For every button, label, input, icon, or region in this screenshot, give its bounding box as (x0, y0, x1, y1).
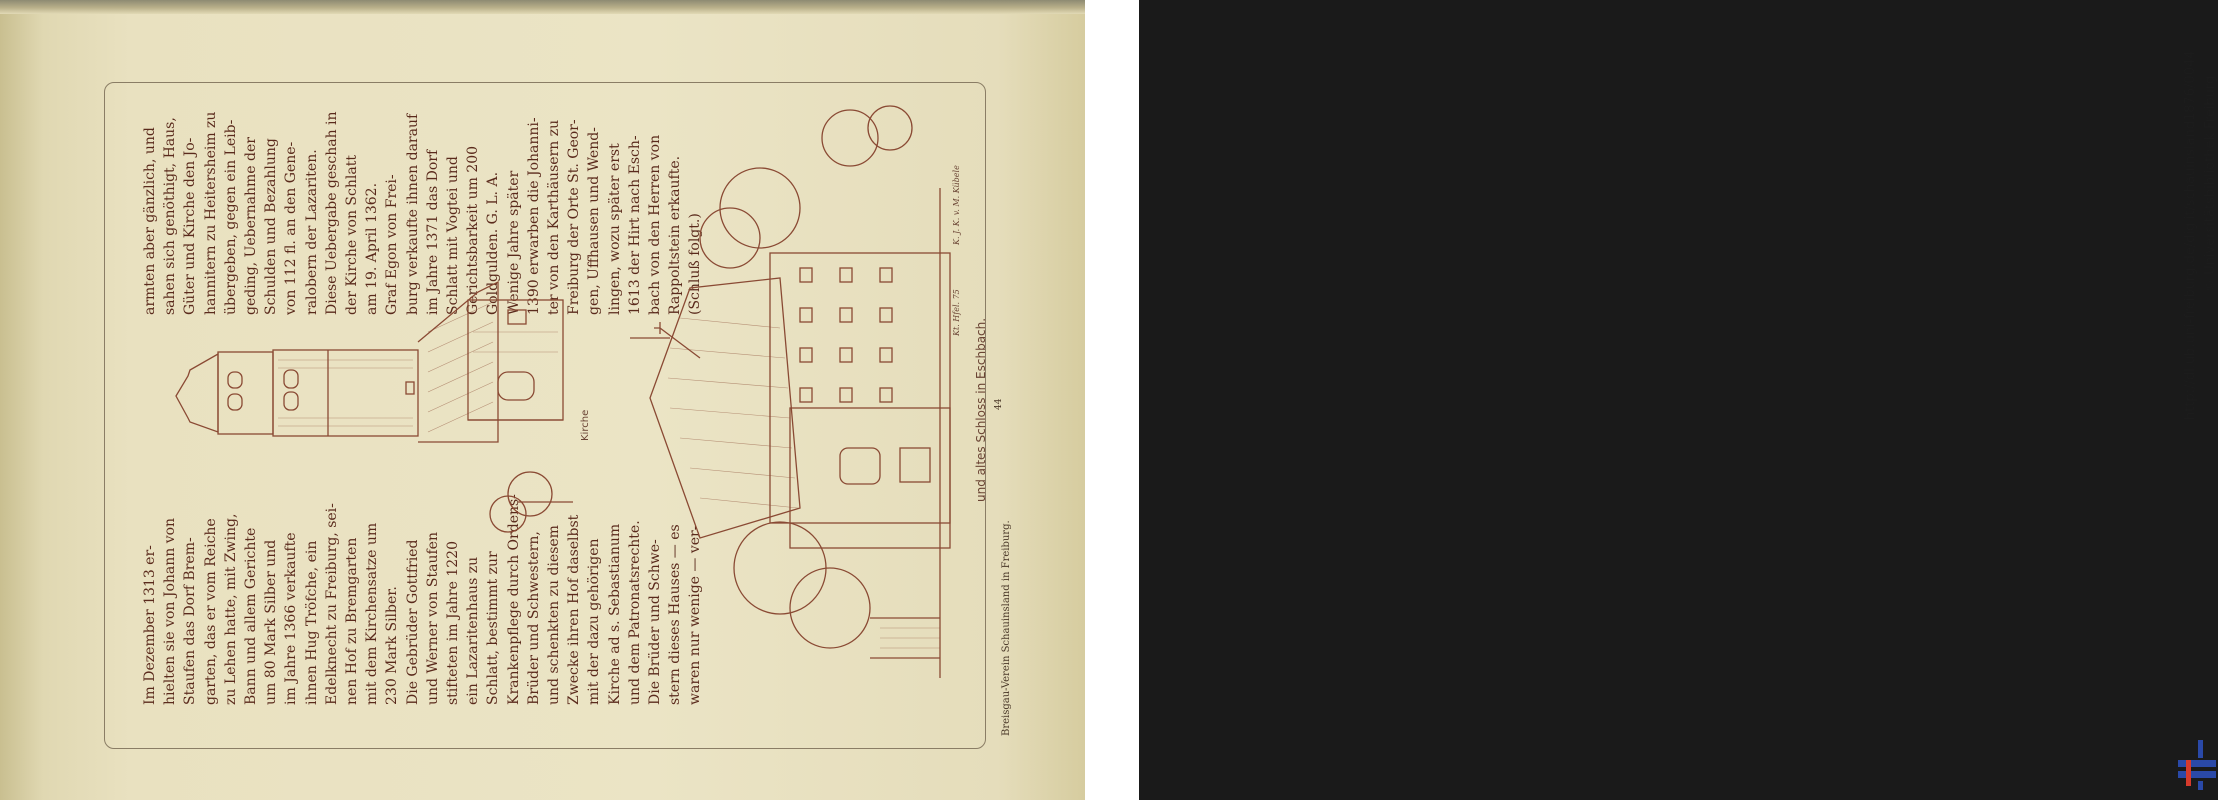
text-line: hielten sie von Johann von (162, 517, 179, 705)
text-line: Wenige Jahre später (505, 170, 522, 315)
text-line: ihnen Hug Tröfche, ein (303, 540, 320, 705)
text-line: Im Dezember 1313 er- (142, 545, 158, 705)
text-line: nen Hof zu Bremgarten (344, 537, 361, 705)
text-line: zu Lehen hatte, mit Zwing, (222, 513, 239, 705)
text-line: und dem Patronatsrechte. (626, 520, 643, 705)
text-line: und Werner von Staufen (424, 532, 441, 705)
text-line: ter von den Karthäusern zu (546, 119, 563, 315)
text-line: stifteten im Jahre 1220 (445, 541, 462, 705)
text-line: bach von den Herren von (647, 134, 664, 315)
text-line: hannitern zu Heitersheim zu (202, 111, 219, 315)
text-line: Edelknecht zu Freiburg, sei- (323, 503, 340, 705)
text-line: Brüder und Schwestern, (525, 531, 542, 705)
logo-bar (2178, 760, 2216, 767)
text-line: Zwecke ihren Hof daselbst (566, 514, 583, 705)
text-line: garten, das er vom Reiche (202, 518, 219, 705)
text-line: mit der dazu gehörigen (586, 538, 603, 705)
text-line: 1613 der Hirt nach Esch- (626, 135, 643, 315)
scanned-page (0, 0, 1085, 800)
text-line: im Jahre 1371 das Dorf (424, 149, 441, 315)
text-line: Gerichtsbarkeit um 200 (465, 145, 482, 315)
copyright-notice: © Universitätsbibliothek Freiburg (2203, 75, 2218, 292)
text-line: lingen, wozu später erst (606, 143, 623, 315)
text-line: der Kirche von Schlatt (344, 155, 361, 315)
text-line: Krankenpflege durch Ordens- (505, 494, 522, 705)
text-line: Staufen das Dorf Brem- (182, 537, 199, 705)
text-line: Diese Uebergabe geschah in (323, 111, 340, 315)
artist-signature: K. J. K. v. M. Kübele (952, 165, 961, 245)
logo-bar (2198, 740, 2203, 758)
text-line: sahen sich genöthigt, Haus, (162, 117, 179, 315)
text-line: Die Brüder und Schwe- (647, 539, 664, 705)
artist-signature: Kt. Hfel. 75 (952, 289, 961, 336)
text-line: geding, Uebernahme der (243, 137, 260, 315)
text-line: Bann und allem Gerichte (243, 527, 260, 705)
text-line: Schlatt, bestimmt zur (485, 551, 502, 705)
logo-bar (2198, 781, 2203, 790)
text-line: am 19. April 1362. (364, 182, 381, 315)
text-line: Die Gebrüder Gottfried (404, 539, 421, 705)
text-line: 1390 erwarben die Johanni- (525, 117, 542, 315)
page-number: 44 (994, 398, 1004, 410)
text-line: ein Lazaritenhaus zu (465, 556, 482, 705)
caption-kirche: Kirche (580, 409, 591, 441)
viewer-sidebar (1085, 0, 2218, 800)
page-footer: Breisgau-Verein Schauinsland in Freiburg. (1001, 520, 1012, 736)
page-top-edge (0, 0, 1085, 14)
church-tower-illustration (168, 272, 580, 560)
text-line: stern dieses Hauses — es (667, 524, 684, 705)
ub-freiburg-logo-icon[interactable] (2176, 738, 2218, 792)
text-line: Schulden und Bezahlung (263, 138, 280, 315)
text-line: und schenkten zu diesem (546, 525, 563, 705)
text-line: waren nur wenige — ver- (687, 525, 704, 705)
text-line: armten aber gänzlich, und (142, 127, 158, 315)
text-line: übergeben, gegen ein Leib- (222, 119, 239, 315)
text-line: von 112 fl. an den Gene- (283, 141, 300, 315)
caption-schloss: und altes Schloss in Eschbach. (974, 317, 988, 502)
text-line: burg verkaufte ihnen darauf (404, 113, 421, 315)
text-line: mit dem Kirchensatze um (364, 522, 381, 705)
document-url[interactable]: http://dl.ub.uni-freiburg.de/diglit/schauinsland1876/0044 (2183, 50, 2198, 420)
text-line: Rappoltstein erkaufte. (667, 155, 684, 315)
text-line: Güter und Kirche den Jo- (182, 137, 199, 315)
text-line: 230 Mark Silber. (384, 586, 401, 705)
text-line: Freiburg der Orte St. Geor- (566, 119, 583, 315)
text-line: gen, Uffhausen und Wend- (586, 127, 603, 315)
text-line: Graf Egon von Frei- (384, 174, 401, 315)
text-line: Kirche ad s. Sebastianum (606, 523, 623, 705)
logo-bar (2178, 771, 2216, 778)
text-line: im Jahre 1366 verkaufte (283, 532, 300, 705)
text-line: um 80 Mark Silber und (263, 539, 280, 705)
logo-bar-accent (2186, 760, 2191, 786)
text-line: ralobern der Lazariten. (303, 149, 320, 315)
castle-illustration (640, 98, 970, 690)
text-line: Goldgulden. G. L. A. (485, 171, 502, 315)
text-line: (Schluß folgt.) (687, 213, 704, 315)
text-line: Schlatt mit Vogtei und (445, 156, 462, 315)
